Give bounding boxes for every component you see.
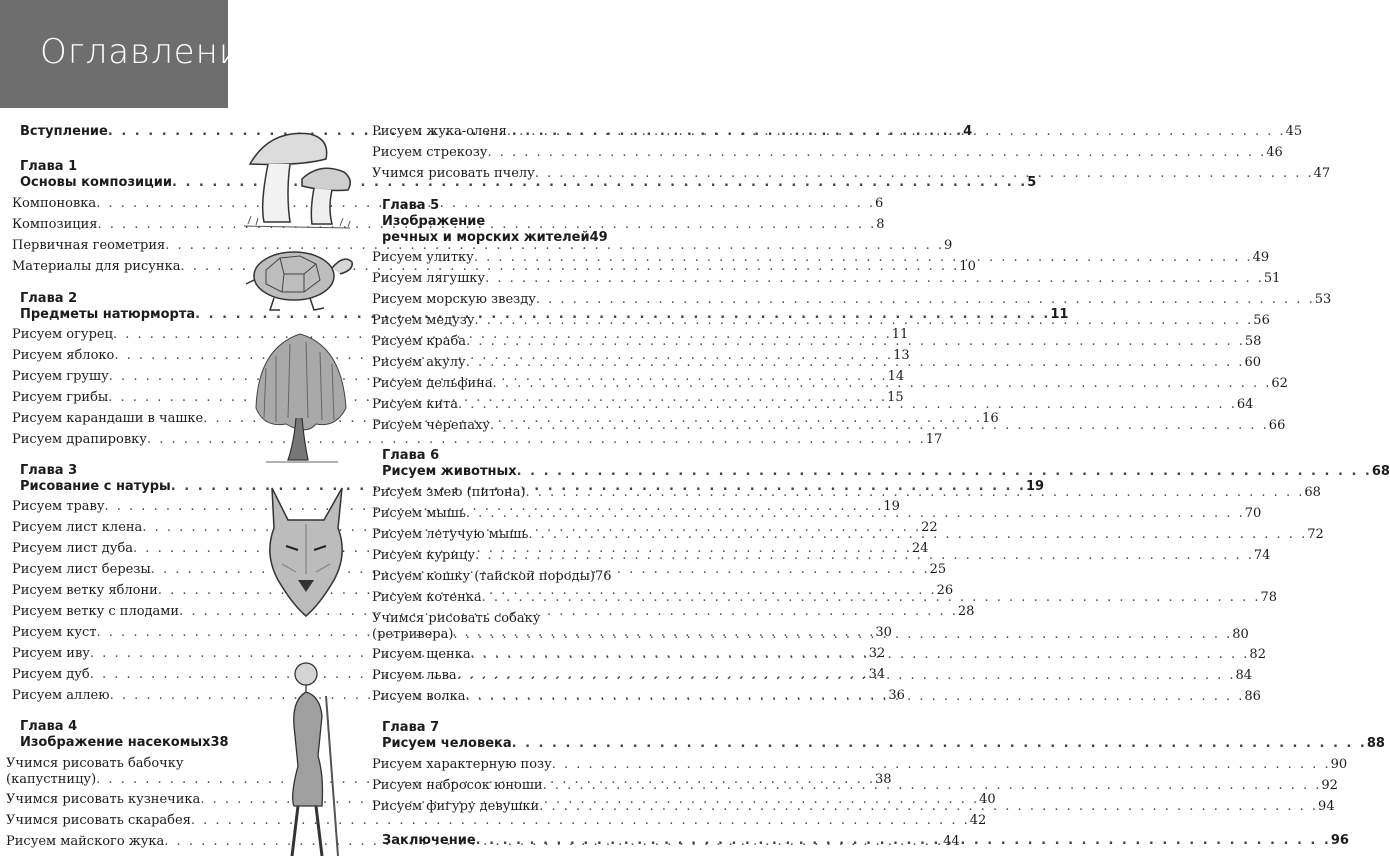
mushroom-illustration xyxy=(240,124,360,234)
toc-entry[interactable]: Рисуем грибы . . . 15 xyxy=(12,390,226,406)
chapter-number: Глава 3 xyxy=(20,463,78,478)
chapter-number: Глава 2 xyxy=(20,291,78,306)
title-banner xyxy=(0,0,265,108)
toc-entry[interactable]: Рисуем дельфина . . . 62 xyxy=(372,376,595,392)
toc-entry[interactable]: Рисуем огурец . . . 11 xyxy=(12,327,226,343)
toc-entry[interactable]: Рисуем куст . . . 30 xyxy=(12,625,226,641)
chapter-number: Глава 4 xyxy=(20,719,78,734)
toc-entry[interactable]: Первичная геометрия . . . 9 xyxy=(12,238,226,254)
toc-entry-line1[interactable]: Учимся рисовать бабочку xyxy=(6,756,184,771)
toc-entry[interactable]: Рисуем лист дуба . . . 24 xyxy=(12,541,226,557)
chapter-number: Глава 6 xyxy=(382,448,440,463)
toc-entry[interactable]: Рисуем льва . . . 84 xyxy=(372,668,595,684)
toc-entry[interactable]: Рисуем змею (питона) . . . 68 xyxy=(372,485,595,501)
toc-entry[interactable]: Рисуем дуб . . . 34 xyxy=(12,667,226,683)
toc-entry[interactable]: Учимся рисовать скарабея . . . 42 xyxy=(6,813,226,829)
chapter-title[interactable]: Основы композиции . . . 5 xyxy=(20,175,226,191)
toc-entry[interactable]: Рисуем черепаху . . . 66 xyxy=(372,418,595,434)
chapter-number: Глава 7 xyxy=(382,720,440,735)
toc-entry[interactable]: Вступление . . . 4 xyxy=(20,124,226,140)
toc-entry[interactable]: Рисуем фигуру девушки . . . 94 xyxy=(372,799,595,815)
toc-entry[interactable]: Рисуем набросок юноши . . . 92 xyxy=(372,778,595,794)
toc-entry[interactable]: Рисуем акулу . . . 60 xyxy=(372,355,595,371)
toc-entry[interactable]: Рисуем карандаши в чашке . . . 16 xyxy=(12,411,226,427)
girl-figure-illustration xyxy=(272,656,352,866)
toc-entry[interactable]: Рисуем стрекозу . . . 46 xyxy=(372,145,595,161)
chapter-title[interactable]: Рисуем человека . . . 88 xyxy=(382,736,595,752)
toc-entry-line1[interactable]: Учимся рисовать собаку xyxy=(372,611,541,626)
toc-entry[interactable]: Рисуем улитку . . . 49 xyxy=(372,250,595,266)
toc-entry[interactable]: Рисуем характерную позу . . . 90 xyxy=(372,757,595,773)
toc-entry[interactable]: Рисуем драпировку . . . 17 xyxy=(12,432,226,448)
toc-entry[interactable]: Рисуем краба . . . 58 xyxy=(372,334,595,350)
toc-entry[interactable]: Учимся рисовать кузнечика . . . 40 xyxy=(6,792,226,808)
chapter-title[interactable]: Рисуем животных . . . 68 xyxy=(382,464,595,480)
chapter-title[interactable]: речных и морских жителей 49 xyxy=(382,230,608,245)
chapter-title-line1: Изображение xyxy=(382,214,486,229)
chapter-number: Глава 1 xyxy=(20,159,78,174)
chapter-title[interactable]: Предметы натюрморта . . . 11 xyxy=(20,307,226,323)
toc-entry[interactable]: Рисуем лист клена . . . 22 xyxy=(12,520,226,536)
toc-entry[interactable]: Компоновка . . . 6 xyxy=(12,196,226,212)
toc-entry[interactable]: Рисуем ветку с плодами . . . 28 xyxy=(12,604,226,620)
toc-entry[interactable]: Композиция . . . 8 xyxy=(12,217,226,233)
chapter-title[interactable]: Изображение насекомых 38 xyxy=(20,735,229,750)
toc-entry[interactable]: Материалы для рисунка . . . 10 xyxy=(12,259,226,275)
toc-entry[interactable]: Рисуем кошку (тайской породы) 76 xyxy=(372,569,612,584)
toc-entry[interactable]: Рисуем лист березы . . . 25 xyxy=(12,562,226,578)
toc-entry[interactable]: (капустницу) . . . 38 xyxy=(6,772,226,788)
toc-entry[interactable]: Рисуем грушу . . . 14 xyxy=(12,369,226,385)
toc-entry[interactable]: Рисуем волка . . . 86 xyxy=(372,689,595,705)
toc-entry[interactable]: Рисуем яблоко . . . 13 xyxy=(12,348,226,364)
toc-entry[interactable]: Рисуем курицу . . . 74 xyxy=(372,548,595,564)
toc-entry[interactable]: Рисуем медузу . . . 56 xyxy=(372,313,595,329)
willow-tree-illustration xyxy=(246,328,354,468)
chapter-title[interactable]: Рисование с натуры . . . 19 xyxy=(20,479,226,495)
toc-entry[interactable]: Рисуем котенка . . . 78 xyxy=(372,590,595,606)
wolf-illustration xyxy=(258,484,354,624)
toc-entry[interactable]: Рисуем траву . . . 19 xyxy=(12,499,226,515)
toc-entry[interactable]: Рисуем морскую звезду . . . 53 xyxy=(372,292,595,308)
toc-entry[interactable]: Рисуем летучую мышь . . . 72 xyxy=(372,527,595,543)
toc-entry[interactable]: Заключение . . . 96 xyxy=(382,833,595,849)
toc-entry[interactable]: Рисуем щенка . . . 82 xyxy=(372,647,595,663)
page-title: Оглавление xyxy=(40,32,265,72)
toc-entry[interactable]: Рисуем жука-оленя . . . 45 xyxy=(372,124,595,140)
turtle-illustration xyxy=(244,240,356,316)
toc-entry[interactable]: Рисуем аллею . . . 36 xyxy=(12,688,226,704)
toc-entry[interactable]: Учимся рисовать пчелу . . . 47 xyxy=(372,166,595,182)
toc-entry[interactable]: Рисуем лягушку . . . 51 xyxy=(372,271,595,287)
toc-entry[interactable]: (ретривера) . . . 80 xyxy=(372,627,595,643)
toc-entry[interactable]: Рисуем кита . . . 64 xyxy=(372,397,595,413)
toc-entry[interactable]: Рисуем мышь . . . 70 xyxy=(372,506,595,522)
chapter-number: Глава 5 xyxy=(382,198,440,213)
toc-entry[interactable]: Рисуем майского жука . . . 44 xyxy=(6,834,226,850)
toc-entry[interactable]: Рисуем ветку яблони . . . 26 xyxy=(12,583,226,599)
toc-entry[interactable]: Рисуем иву . . . 32 xyxy=(12,646,226,662)
